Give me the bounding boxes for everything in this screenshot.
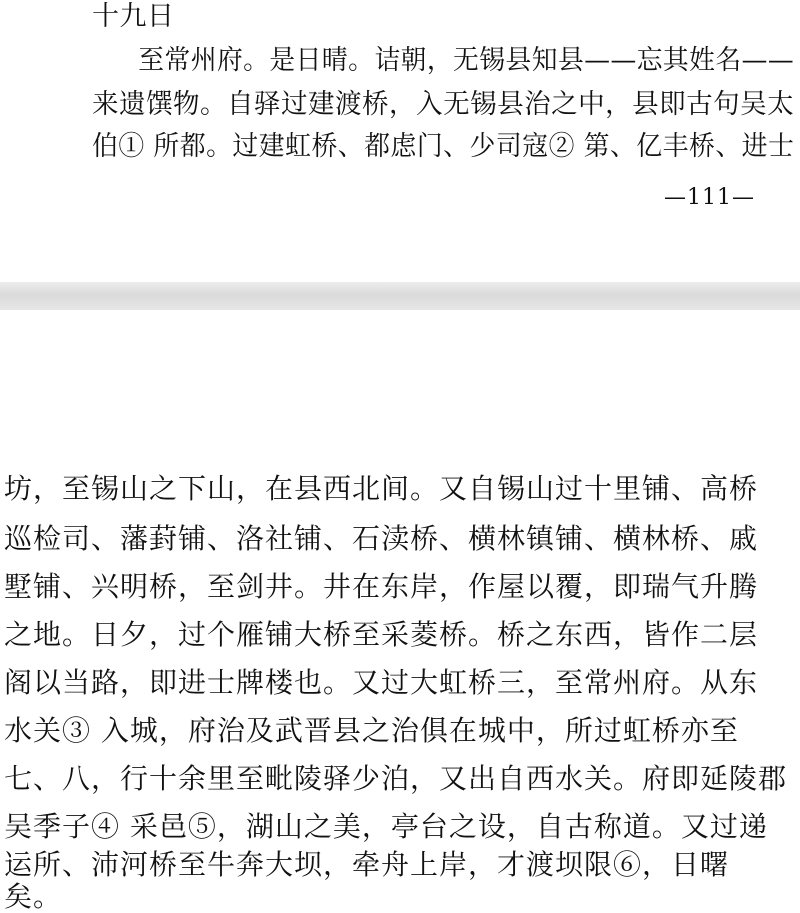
text-line: 矣。	[4, 880, 63, 913]
text-line: 之地。日夕，过个雁铺大桥至采菱桥。桥之东西，皆作二层	[4, 618, 759, 651]
text-line: 来遗馔物。自驿过建渡桥，入无锡县治之中，县即古句吴太	[92, 89, 795, 120]
page-separator	[0, 282, 800, 310]
day-heading: 十九日	[92, 1, 175, 32]
text-line: 阁以当路，即进士牌楼也。又过大虹桥三，至常州府。从东	[4, 666, 759, 699]
bottom-page	[0, 310, 800, 913]
text-line: 水关③ 入城，府治及武晋县之治俱在城中，所过虹桥亦至	[4, 714, 739, 747]
text-line: 坊，至锡山之下山，在县西北间。又自锡山过十里铺、高桥	[4, 472, 759, 505]
text-line: 巡检司、藩葑铺、洛社铺、石渎桥、横林镇铺、横林桥、戚	[4, 522, 759, 555]
page-number: —111—	[664, 185, 755, 210]
text-line: 伯① 所都。过建虹桥、都虑门、少司寇② 第、亿丰桥、进士	[92, 131, 795, 162]
text-line: 吴季子④ 采邑⑤，湖山之美，亭台之设，自古称道。又过递	[4, 810, 768, 843]
text-line: 至常州府。是日晴。诘朝，无锡县知县——忘其姓名——	[112, 45, 795, 76]
text-line: 运所、沛河桥至牛奔大坝，牵舟上岸，才渡坝限⑥，日曙	[4, 848, 730, 881]
top-page	[0, 0, 800, 282]
text-line: 七、八，行十余里至毗陵驿少泊，又出自西水关。府即延陵郡	[4, 762, 788, 795]
text-line: 墅铺、兴明桥，至剑井。井在东岸，作屋以覆，即瑞气升腾	[4, 570, 759, 603]
